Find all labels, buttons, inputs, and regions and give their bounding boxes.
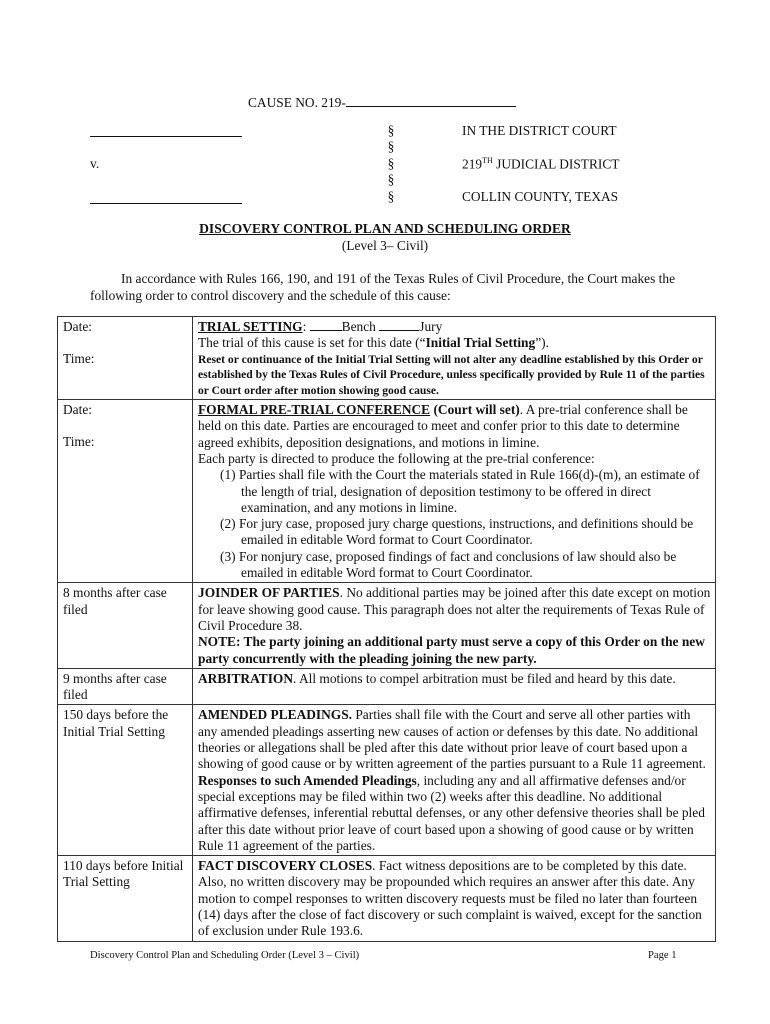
versus-label: v. — [90, 156, 100, 171]
section-mark: § — [387, 123, 395, 138]
date-label: Date: — [63, 319, 92, 334]
amended-deadline: 150 days before the Initial Trial Setting — [58, 705, 193, 856]
fact-deadline: 110 days before Initial Trial Setting — [58, 856, 193, 941]
table-row-joinder — [58, 583, 716, 668]
joinder-cell: JOINDER OF PARTIES. No additional parties may be joined after this date except on motion for leave showing good cause. This paragraph does not alter the requirements of Texas Rule of Civil Procedure 38. NOTE: The party joining an additional party must serve a copy of this Order on the new party concurrently with the pleading joining the new party. — [193, 583, 716, 668]
document-subtitle: (Level 3– Civil) — [341, 238, 429, 253]
page-number: Page 1 — [648, 950, 677, 961]
cause-number: CAUSE NO. 219- — [248, 95, 516, 111]
county-name: COLLIN COUNTY, TEXAS — [462, 189, 619, 204]
list-item: (1) Parties shall file with the Court the materials stated in Rule 166(d)-(m), an estimate of the length of trial, designation of deposition testimony to be offered in direct examination, and any motions in limine. — [220, 467, 700, 515]
jury-label: Jury — [419, 319, 443, 334]
amended-cell: AMENDED PLEADINGS. Parties shall file with the Court and serve all other parties with any amended pleadings asserting new causes of action or defenses by this date. No additional theories or allegations shall be pled after this date without prior leave of court based upon a showing of good cause or by written agreement of the parties pursuant to a Rule 11 agreement. Responses to such Amended Pleadings, including any and all affirmative defenses and/or special exceptions may be filed within two (2) weeks after this deadline. No additional affirmative defenses, inferential rebuttal defenses, or any other defensive theories shall be pled after this date without prior leave of court based upon a showing of good cause or by written Rule 11 agreement of the parties. — [193, 705, 716, 856]
judicial-district: 219TH JUDICIAL DISTRICT — [462, 156, 620, 172]
table-row-amended-pleadings — [58, 705, 716, 856]
document-title: DISCOVERY CONTROL PLAN AND SCHEDULING ORDER — [199, 221, 571, 236]
footer-title: Discovery Control Plan and Scheduling Order (Level 3 – Civil) — [90, 950, 360, 961]
section-mark: § — [387, 172, 395, 187]
date-label: Date: — [63, 402, 92, 418]
section-mark: § — [387, 156, 395, 171]
section-mark: § — [387, 139, 395, 154]
schedule-table — [57, 316, 716, 942]
fact-cell: FACT DISCOVERY CLOSES. Fact witness depositions are to be completed by this date. Also, no written discovery may be propounded which requires an answer after this date. Any motion to compel responses to written discovery requests must be filed no later than fourteen (14) days after the close of fact discovery or such complaint is waived, except for the sanction of exclusion under Rule 193.6. — [193, 856, 716, 941]
pretrial-cell: FORMAL PRE-TRIAL CONFERENCE (Court will set). A pre-trial conference shall be held on this date. Parties are encouraged to meet and confer prior to this date to determine agreed exhibits, deposition designations, and motions in limine. Each party is directed to produce the following at the pre-trial conference: (1) Parties shall file with the Court the materials stated in Rule 166(d)-(m), an estimate of the length of trial, designation of deposition testimony to be offered in direct examination, and any motions in limine. (2) For jury case, proposed jury charge questions, instructions, and definitions should be emailed in editable Word format to Court Coordinator. (3) For nonjury case, proposed findings of fact and conclusions of law should also be emailed in editable Word format to Court Coordinator. — [193, 400, 716, 583]
table-row-pretrial — [58, 400, 716, 583]
table-row-arbitration — [58, 668, 716, 705]
list-item: (2) For jury case, proposed jury charge questions, instructions, and definitions should be emailed in editable Word format to Court Coordinator. — [220, 516, 694, 548]
arbitration-cell: ARBITRATION. All motions to compel arbitration must be filed and heard by this date. — [193, 668, 716, 705]
plaintiff-blank[interactable] — [90, 122, 242, 137]
cause-number-blank[interactable] — [346, 106, 516, 107]
intro-paragraph: In accordance with Rules 166, 190, and 191 of the Texas Rules of Civil Procedure, the Court makes the following order to control discovery and the schedule of this cause: — [90, 271, 676, 303]
time-label: Time: — [63, 434, 95, 450]
time-label: Time: — [63, 351, 95, 367]
joinder-deadline: 8 months after case filed — [58, 583, 193, 668]
defendant-blank[interactable] — [90, 189, 242, 204]
trial-note: Reset or continuance of the Initial Trial Setting will not alter any deadline established by this Order or established by the Texas Rules of Civil Procedure, unless specifically provided by Rule 11 of the parties or Court order after motion showing good cause. — [198, 352, 705, 397]
pretrial-list — [198, 467, 711, 581]
trial-setting-cell: TRIAL SETTING: Bench Jury The trial of this cause is set for this date (“Initial Trial Setting”). Reset or continuance of the Initial Trial Setting will not alter any deadline established by this Order or established by the Texas Rules of Civil Procedure, unless specifically provided by Rule 11 of the parties or Court order after motion showing good cause. — [193, 317, 716, 400]
jury-blank[interactable] — [379, 330, 419, 331]
trial-date-cell — [58, 317, 193, 400]
arbitration-deadline: 9 months after case filed — [58, 668, 193, 705]
court-name: IN THE DISTRICT COURT — [462, 123, 617, 138]
section-mark: § — [387, 189, 395, 204]
table-row-fact-discovery — [58, 856, 716, 941]
bench-blank[interactable] — [310, 330, 342, 331]
table-row-trial-setting — [58, 317, 716, 400]
list-item: (3) For nonjury case, proposed findings of fact and conclusions of law should also be emailed in editable Word format to Court Coordinator. — [220, 548, 677, 581]
pretrial-date-cell — [58, 400, 193, 583]
bench-label: Bench — [341, 319, 376, 334]
